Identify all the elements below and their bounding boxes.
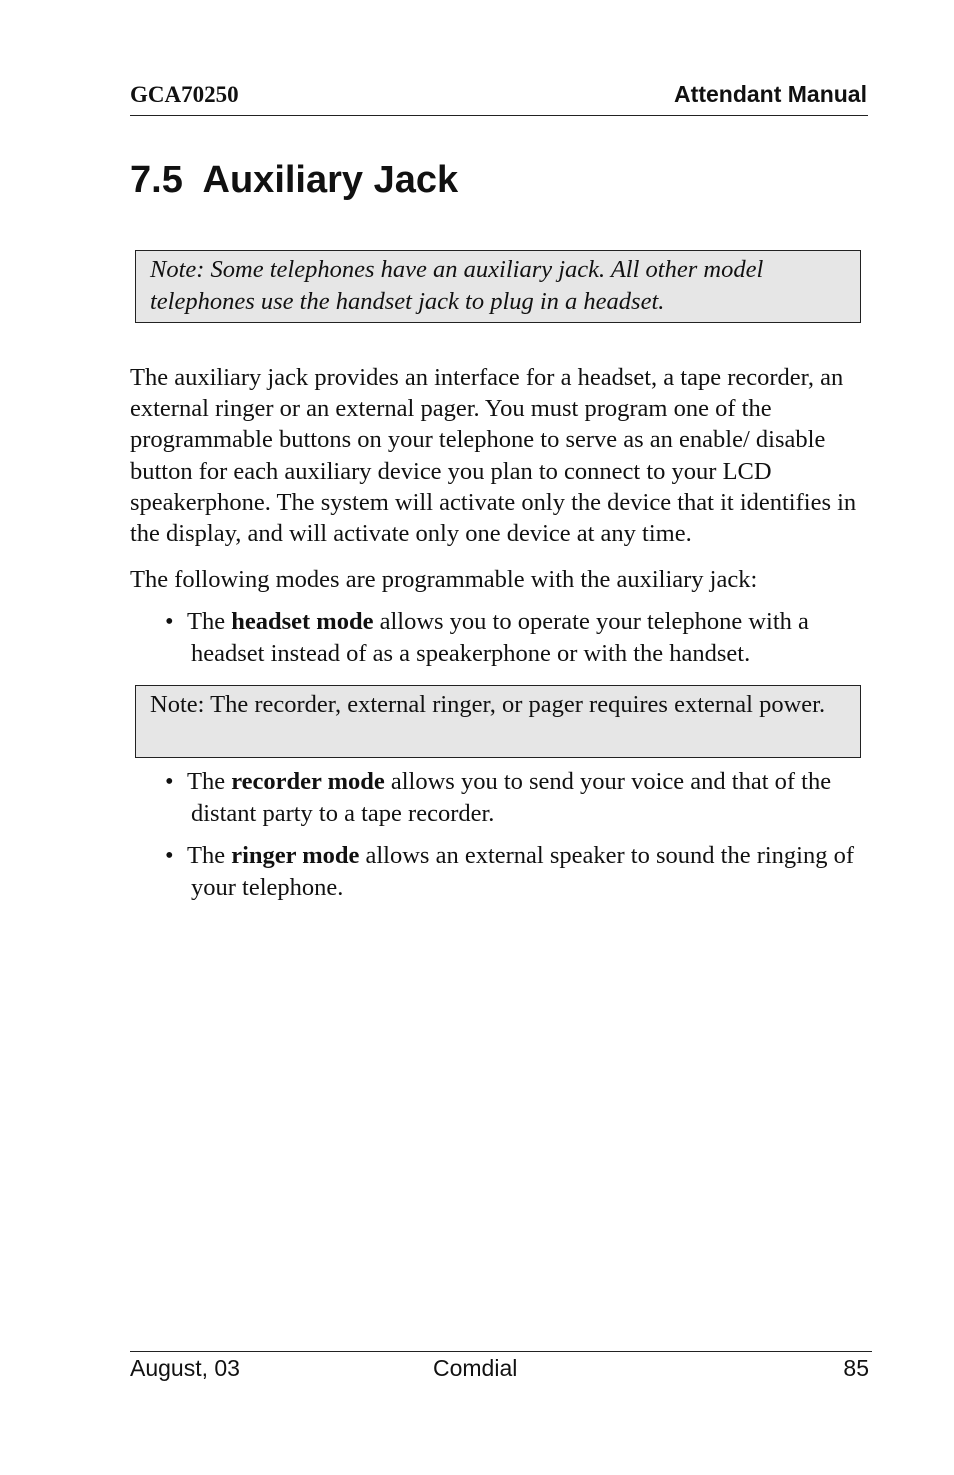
list-item-headset-mode [165, 606, 865, 669]
footer-date: August, 03 [130, 1355, 240, 1381]
note-text: Note: The recorder, external ringer, or pager requires external power. [150, 691, 826, 718]
bullet-marker: • [165, 768, 174, 795]
bullet-text: allows you to send your voice and that of the distant party to a tape recorder. [191, 768, 832, 827]
bullet-term: ringer mode [231, 842, 360, 869]
page-number: 85 [843, 1355, 869, 1381]
header-divider [130, 115, 868, 116]
note-box-power [135, 685, 861, 758]
list-item-recorder-mode [165, 766, 865, 829]
bullet-text: allows an external speaker to sound the ringing of your telephone. [191, 842, 855, 901]
bullet-term: recorder mode [231, 768, 385, 795]
list-item-ringer-mode [165, 840, 865, 903]
footer-divider [130, 1351, 872, 1352]
bullet-lead: The [187, 608, 232, 635]
bullet-marker: • [165, 608, 174, 635]
bullet-lead: The [187, 768, 232, 795]
footer-company: Comdial [433, 1355, 518, 1381]
manual-title: Attendant Manual [674, 81, 867, 107]
bullet-lead: The [187, 842, 232, 869]
document-id: GCA70250 [130, 82, 239, 107]
section-title: 7.5 Auxiliary Jack [130, 159, 459, 201]
bullet-text: allows you to operate your telephone with a headset instead of as a speakerphone or with the handset. [191, 608, 809, 667]
note-box-auxiliary [135, 250, 861, 323]
intro-paragraph: The auxiliary jack provides an interface for a headset, a tape recorder, an external ringer or an external pager. You must program one of the programmable buttons on your telephone to serve as an enable/ disable button for each auxiliary device you plan to connect to your LCD speakerphone. The system will activate only the device that it identifies in the display, and will activate only one device at any time. [130, 364, 857, 548]
note-text: Note: Some telephones have an auxiliary jack. All other model telephones use the handset jack to plug in a headset. [150, 256, 764, 315]
bullet-marker: • [165, 842, 174, 869]
modes-intro-paragraph: The following modes are programmable with the auxiliary jack: [130, 566, 758, 593]
bullet-term: headset mode [231, 608, 374, 635]
